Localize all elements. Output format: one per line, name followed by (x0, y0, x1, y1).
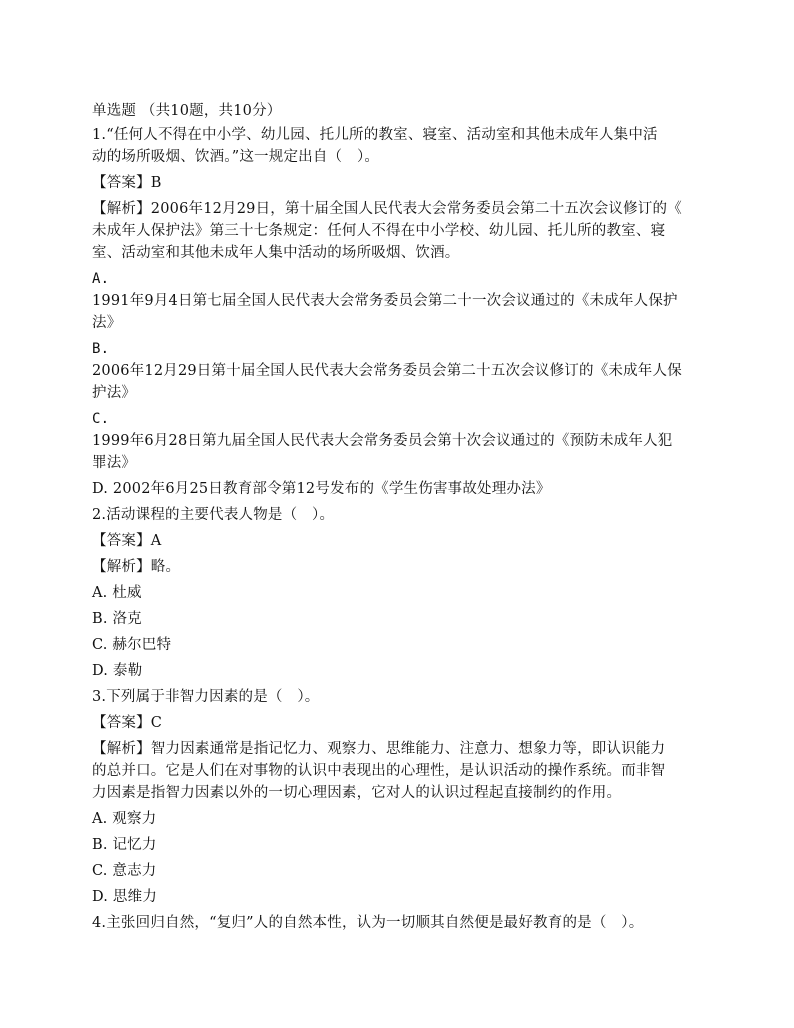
question-3-option-d (92, 886, 712, 908)
question-3-option-a-text: A. 观察力 (92, 811, 157, 827)
question-3-option-b (92, 834, 712, 856)
question-3-answer-text: 【答案】C (92, 715, 163, 731)
option-a-line-1: 1991年9月4日第七届全国人民代表大会常务委员会第二十一次会议通过的《未成年人保护 (92, 293, 678, 309)
question-3-option-b-text: B. 记忆力 (92, 837, 157, 853)
question-1-option-a (92, 268, 712, 334)
question-1-option-d (92, 478, 712, 500)
question-1-explanation-line-3: 室、活动室和其他未成年人集中活动的场所吸烟、饮酒。 (92, 245, 460, 261)
question-1-explanation-line-2: 未成年人保护法》第三十七条规定：任何人不得在中小学校、幼儿园、托儿所的教室、寝 (92, 223, 666, 239)
question-1-explanation (92, 198, 712, 264)
section-title (92, 100, 712, 122)
question-1 (92, 124, 712, 500)
question-3-line-1: 3.下列属于非智力因素的是（ ）。 (92, 689, 320, 705)
question-2-option-a (92, 582, 712, 604)
question-3-stem (92, 686, 712, 708)
option-c-line-2: 罪法》 (92, 455, 137, 471)
question-3-option-d-text: D. 思维力 (92, 889, 158, 905)
question-3-explanation-line-3: 力因素是指智力因素以外的一切心理因素，它对人的认识过程起直接制约的作用。 (92, 785, 622, 801)
question-1-explanation-line-1: 【解析】2006年12月29日，第十届全国人民代表大会常务委员会第二十五次会议修订的《 (92, 201, 682, 217)
option-d-line-1: D. 2002年6月25日教育部令第12号发布的《学生伤害事故处理办法》 (92, 481, 551, 497)
option-b-line-1: 2006年12月29日第十届全国人民代表大会常务委员会第二十五次会议修订的《未成年人保 (92, 363, 682, 379)
question-2-option-b (92, 608, 712, 630)
question-1-answer (92, 172, 712, 194)
question-3 (92, 686, 712, 908)
question-3-explanation-line-1: 【解析】智力因素通常是指记忆力、观察力、思维能力、注意力、想象力等，即认识能力 (92, 741, 666, 757)
question-2-option-d (92, 660, 712, 682)
question-2-option-c-text: C. 赫尔巴特 (92, 637, 172, 653)
question-2-explanation (92, 556, 712, 578)
question-2 (92, 504, 712, 682)
question-1-line-2: 动的场所吸烟、饮酒。”这一规定出自（ ）。 (92, 149, 380, 165)
question-4-line-1: 4.主张回归自然，“复归”人的自然本性，认为一切顺其自然便是最好教育的是（ ）。 (92, 915, 644, 931)
question-3-option-c-text: C. 意志力 (92, 863, 157, 879)
question-4-stem (92, 912, 712, 934)
option-c-line-1: 1999年6月28日第九届全国人民代表大会常务委员会第十次会议通过的《预防未成年人犯 (92, 433, 673, 449)
question-2-explanation-line-1: 【解析】略。 (92, 559, 181, 575)
question-1-option-b (92, 338, 712, 404)
question-2-stem (92, 504, 712, 526)
question-3-explanation (92, 738, 712, 804)
document-content (92, 100, 712, 938)
question-2-answer (92, 530, 712, 552)
question-3-option-c (92, 860, 712, 882)
question-1-option-c (92, 408, 712, 474)
question-2-answer-text: 【答案】A (92, 533, 162, 549)
question-4 (92, 912, 712, 934)
question-1-answer-text: 【答案】B (92, 175, 162, 191)
question-2-option-a-text: A. 杜威 (92, 585, 142, 601)
question-3-explanation-line-2: 的总并口。它是人们在对事物的认识中表现出的心理性，是认识活动的操作系统。而非智 (92, 763, 666, 779)
option-b-line-2: 护法》 (92, 385, 137, 401)
option-c-label: C. (92, 411, 110, 427)
option-a-line-2: 法》 (92, 315, 122, 331)
section-title-text: 单选题 （共10题，共10分） (92, 103, 282, 119)
question-2-option-c (92, 634, 712, 656)
option-a-label: A. (92, 271, 110, 287)
question-2-option-b-text: B. 洛克 (92, 611, 142, 627)
question-3-option-a (92, 808, 712, 830)
question-3-answer (92, 712, 712, 734)
option-b-label: B. (92, 341, 110, 357)
question-1-line-1: 1.“任何人不得在中小学、幼儿园、托儿所的教室、寝室、活动室和其他未成年人集中活 (92, 127, 658, 143)
question-2-option-d-text: D. 泰勒 (92, 663, 143, 679)
question-1-stem (92, 124, 712, 168)
question-2-line-1: 2.活动课程的主要代表人物是（ ）。 (92, 507, 335, 523)
